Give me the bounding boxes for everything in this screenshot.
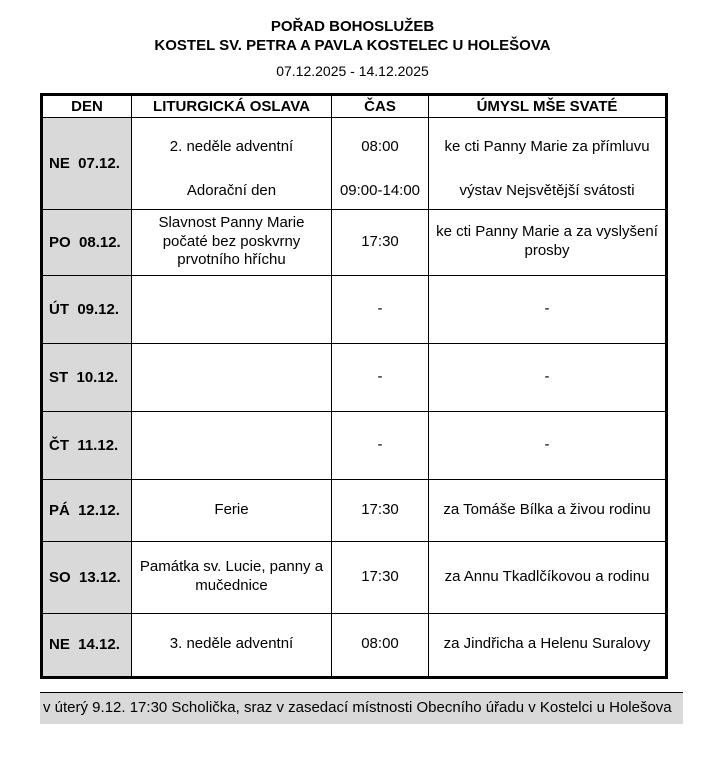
day-cell: ČT 11.12. — [42, 411, 132, 479]
time-cell: 17:30 — [332, 541, 429, 613]
document-title: POŘAD BOHOSLUŽEB — [270, 18, 435, 35]
document-header — [40, 18, 665, 79]
column-header-time: ČAS — [332, 94, 429, 117]
church-name: KOSTEL SV. PETRA A PAVLA KOSTELEC U HOLEŠOVA — [154, 36, 551, 54]
intention-cell: ke cti Panny Marie a za vyslyšení prosby — [429, 209, 667, 275]
time-cell — [332, 117, 429, 209]
day-cell: SO 13.12. — [42, 541, 132, 613]
time-cell: - — [332, 343, 429, 411]
table-row — [42, 479, 667, 541]
intention-cell — [429, 117, 667, 209]
table-row — [42, 613, 667, 677]
liturgy-cell — [132, 275, 332, 343]
time-line: 09:00-14:00 — [339, 182, 421, 199]
time-cell: 08:00 — [332, 613, 429, 677]
time-cell: - — [332, 275, 429, 343]
time-cell: 17:30 — [332, 479, 429, 541]
table-row — [42, 343, 667, 411]
table-row — [42, 117, 667, 209]
intention-line: ke cti Panny Marie za přímluvu — [444, 138, 650, 155]
day-cell: NE 07.12. — [42, 117, 132, 209]
table-row — [42, 411, 667, 479]
intention-cell: za Tomáše Bílka a živou rodinu — [429, 479, 667, 541]
time-cell: - — [332, 411, 429, 479]
liturgy-line: Adorační den — [186, 182, 277, 199]
intention-cell: za Annu Tkadlčíkovou a rodinu — [429, 541, 667, 613]
intention-cell: - — [429, 411, 667, 479]
day-cell: PÁ 12.12. — [42, 479, 132, 541]
day-cell: PO 08.12. — [42, 209, 132, 275]
date-range: 07.12.2025 - 14.12.2025 — [276, 62, 429, 79]
liturgy-cell: Památka sv. Lucie, panny a mučednice — [132, 541, 332, 613]
intention-line: výstav Nejsvětější svátosti — [459, 182, 635, 199]
column-header-liturgy: LITURGICKÁ OSLAVA — [132, 94, 332, 117]
liturgy-cell: 3. neděle adventní — [132, 613, 332, 677]
table-row — [42, 275, 667, 343]
column-header-intention: ÚMYSL MŠE SVATÉ — [429, 94, 667, 117]
intention-cell: za Jindřicha a Helenu Suralovy — [429, 613, 667, 677]
table-header-row — [42, 94, 667, 117]
liturgy-cell — [132, 411, 332, 479]
column-header-den: DEN — [42, 94, 132, 117]
intention-cell: - — [429, 343, 667, 411]
liturgy-cell: Ferie — [132, 479, 332, 541]
day-cell: ST 10.12. — [42, 343, 132, 411]
liturgy-cell — [132, 343, 332, 411]
liturgy-cell: Slavnost Panny Marie počaté bez poskvrny prvotního hříchu — [132, 209, 332, 275]
time-cell: 17:30 — [332, 209, 429, 275]
day-cell: ÚT 09.12. — [42, 275, 132, 343]
liturgy-line: 2. neděle adventní — [169, 138, 294, 155]
intention-cell: - — [429, 275, 667, 343]
day-cell: NE 14.12. — [42, 613, 132, 677]
footer-note: v úterý 9.12. 17:30 Scholička, sraz v zasedací místnosti Obecního úřadu v Kostelci u Holešova — [40, 692, 683, 724]
liturgy-cell — [132, 117, 332, 209]
schedule-table — [40, 93, 668, 679]
table-row — [42, 541, 667, 613]
time-line: 08:00 — [361, 138, 399, 155]
table-row — [42, 209, 667, 275]
